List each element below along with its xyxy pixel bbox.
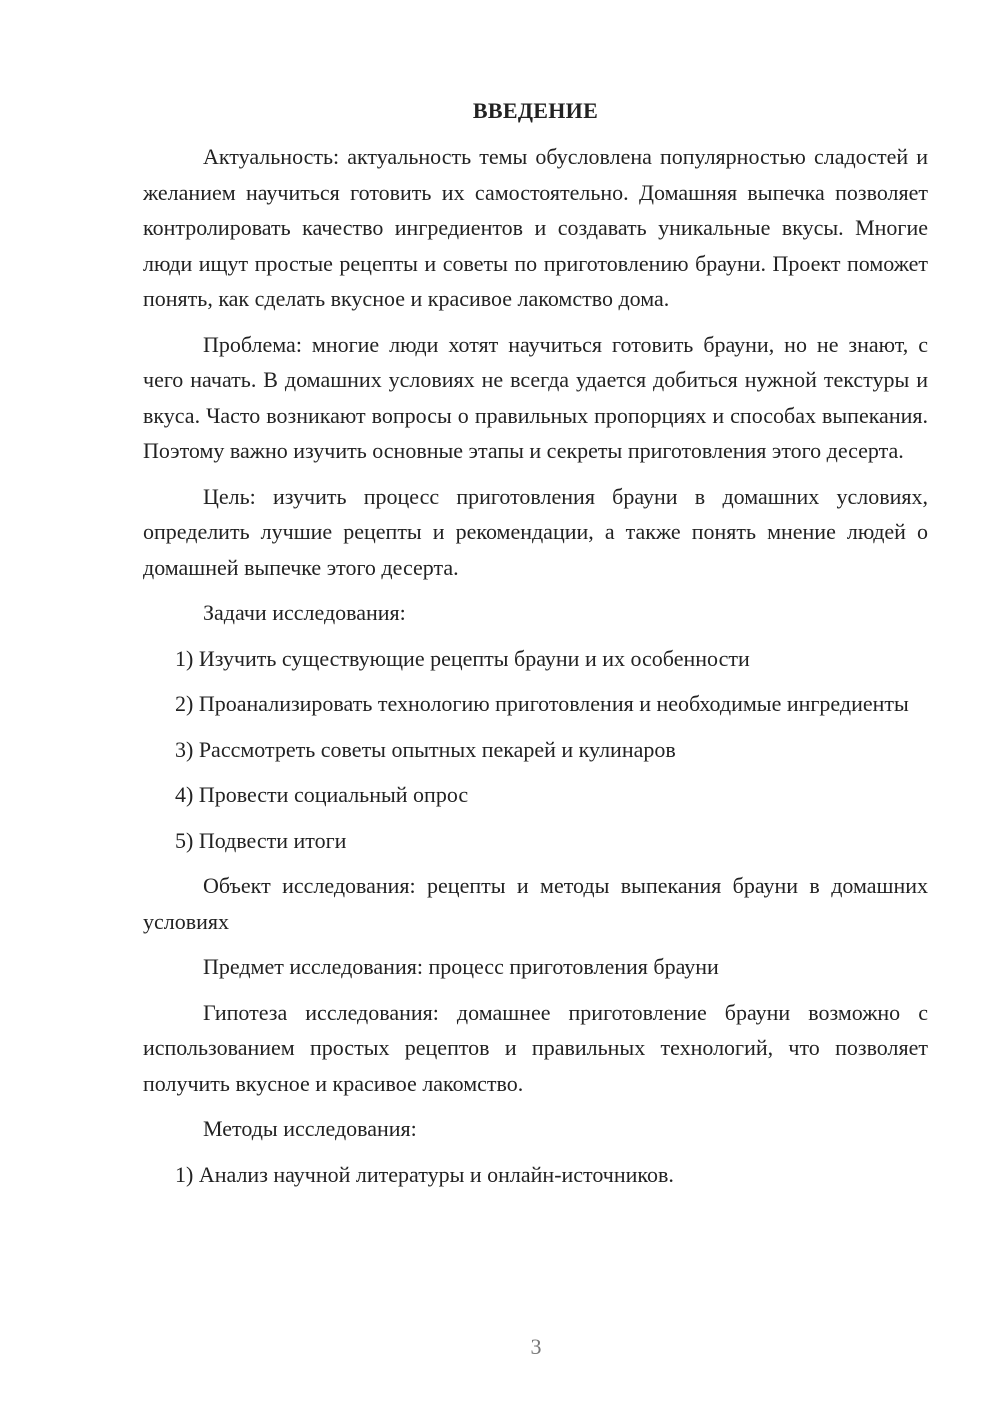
relevance-paragraph: Актуальность: актуальность темы обусловлена популярностью сладостей и желанием научиться готовить их самостоятельно. Домашняя выпечка позволяет контролировать качество ингредиентов и создавать уникальные вкусы. Многие люди ищут простые рецепты и советы по приготовлению брауни. Проект поможет понять, как сделать вкусное и красивое лакомство дома. [143,144,928,311]
task-item-4: 4) Провести социальный опрос [175,782,469,807]
task-item-3: 3) Рассмотреть советы опытных пекарей и кулинаров [175,736,676,762]
task-item-1: 1) Изучить существующие рецепты брауни и их особенности [175,645,750,671]
page-number: 3 [530,1334,542,1359]
object-paragraph: Объект исследования: рецепты и методы выпекания брауни в домашних условиях [143,873,928,934]
task-item-2: 2) Проанализировать технологию приготовления и необходимые ингредиенты [175,691,909,716]
subject-paragraph: Предмет исследования: процесс приготовления брауни [203,954,719,979]
goal-paragraph: Цель: изучить процесс приготовления брауни в домашних условиях, определить лучшие рецепты и рекомендации, а также понять мнение людей о домашней выпечке этого десерта. [143,483,928,580]
problem-paragraph: Проблема: многие люди хотят научиться готовить брауни, но не знают, с чего начать. В домашних условиях не всегда удается добиться нужной текстуры и вкуса. Часто возникают вопросы о правильных пропорциях и способах выпекания. Поэтому важно изучить основные этапы и секреты приготовления этого десерта. [143,331,928,463]
method-item-1: 1) Анализ научной литературы и онлайн-источников. [175,1161,674,1187]
page-title: ВВЕДЕНИЕ [472,98,599,123]
methods-heading: Методы исследования: [203,1116,417,1141]
hypothesis-paragraph: Гипотеза исследования: домашнее приготовление брауни возможно с использованием простых рецептов и правильных технологий, что позволяет получить вкусное и красивое лакомство. [143,999,928,1096]
task-item-5: 5) Подвести итоги [175,827,347,853]
tasks-heading: Задачи исследования: [203,600,406,625]
page-content [143,96,928,1202]
